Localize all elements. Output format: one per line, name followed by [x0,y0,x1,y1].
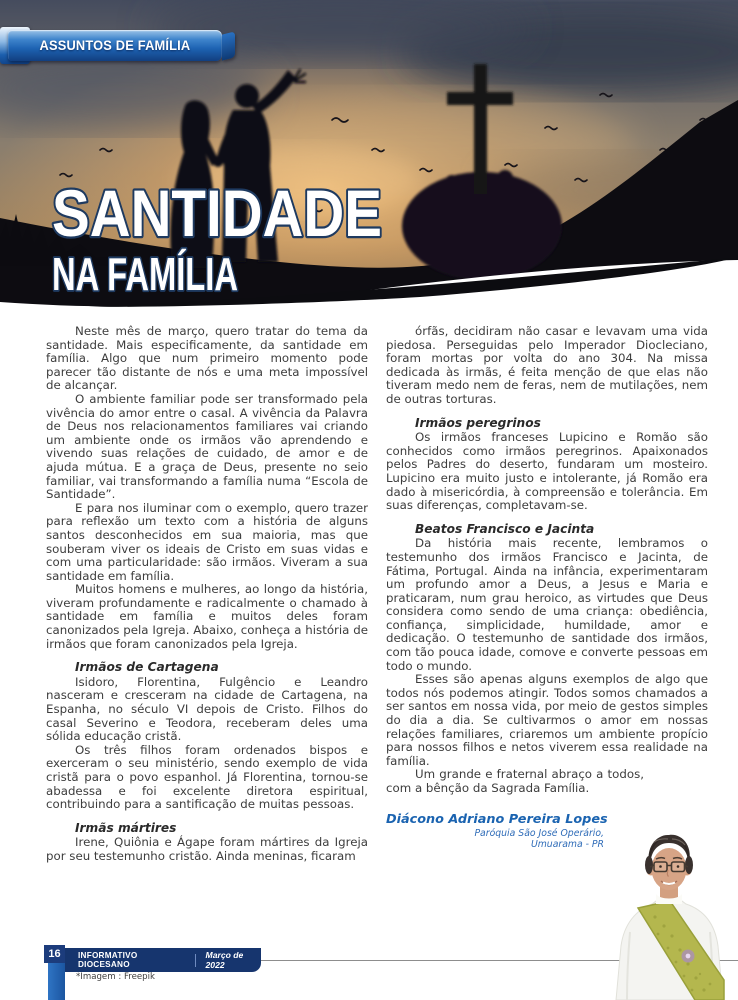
paragraph: O ambiente familiar pode ser transformado pela vivência do amor entre o casal. A vivência da Palavra de Deus nos relacionamentos familiares vai criando um ambiente onde os irmãos vão aprendendo e vivendo suas relações de cuidado, de amor e de ajuda mútua. E a graça de Deus, presente no seio familiar, vai transformando a família numa “Escola de Santidade”. [46,391,368,502]
paragraph: Neste mês de março, quero tratar do tema da santidade. Mais especificamente, da santidade em família. Algo que num primeiro momento pode parecer tão distante de nós e uma meta impossível de alcançar. [46,325,368,393]
footer-vertical-bar [48,960,65,1000]
section-label: ASSUNTOS DE FAMÍLIA [39,38,191,53]
paragraph: Da história mais recente, lembramos o testemunho dos irmãos Francisco e Jacinta, de Fátima, Portugal. Ainda na infância, experimentaram um profundo amor a Deus, a Jesus e Maria e praticaram, num grau heroico, as virtudes que Deus considera como sendo de uma criança: obediência, confiança, simplicidade, humildade, amor e dedicação. O testemunho de santidade dos irmãos, com tão pouca idade, comove e converte pessoas em todo o mundo. [386,536,708,673]
footer-date: Março de 2022 [205,950,244,970]
ribbon-fold [222,31,235,60]
paragraph: Muitos homens e mulheres, ao longo da história, viveram profundamente e radicalmente o chamado à santidade em família e muitos deles foram canonizados pela Igreja. Abaixo, conheça a história de irmãos que foram canonizados pela Igreja. [46,582,368,651]
left-column [46,325,368,947]
paragraph: Irene, Quiônia e Ágape foram mártires da Igreja por seu testemunho cristão. Ainda meninas, ficaram [46,835,368,863]
author-parish: Paróquia São José Operário, [474,827,604,839]
title-line-2: NA FAMÍLIA [52,248,238,300]
section-heading: Irmãos de Cartagena [75,660,219,675]
section-heading: Beatos Francisco e Jacinta [415,521,595,536]
signature-block [386,811,608,851]
deacon-photo [600,832,738,1000]
paragraph: órfãs, decidiram não casar e levavam uma vida piedosa. Perseguidas pelo Imperador Diocleciano, foram mortas por volta do ano 304. Na missa dedicada às irmãs, é feita menção de que elas não tiveram medo nem de feras, nem de mutilações, nem de outras torturas. [386,325,708,406]
title-line-1: SANTIDADE [52,176,382,250]
author-city: Umuarama - PR [530,839,604,851]
paragraph: Esses são apenas alguns exemplos de algo que todos nós podemos atingir. Todos somos chamados a ser santos em nossa vida, por meio de gestos simples do dia a dia. Se cultivarmos o amor em nossas relações familiares, criaremos um ambiente propício para nossos filhos e netos viverem essa realidade na família. [386,672,708,768]
footer-page-number: 16 [44,945,65,963]
paragraph: Os irmãos franceses Lupicino e Romão são conhecidos como irmãos peregrinos. Apaixonados pelos Padres do deserto, fundaram um mosteiro. Lupicino era muito justo e intolerante, já Romão era dado à misericórdia, à compreensão e tolerância. Em suas diferenças, completavam-se. [386,430,708,513]
paragraph: Isidoro, Florentina, Fulgêncio e Leandro nasceram e cresceram na cidade de Cartagena, na Espanha, no século VI depois de Cristo. Filhos do casal Severino e Teodora, receberam deles uma sólida educação cristã. [46,674,368,744]
author-name: Diácono Adriano Pereira Lopes [386,811,608,827]
footer-tab [65,948,261,972]
section-heading: Irmãos peregrinos [415,415,541,430]
image-credit: *Imagem : Freepik [76,972,155,982]
paragraph: Os três filhos foram ordenados bispos e exerceram o seu ministério, sendo exemplo de vida cristã para o povo espanhol. Já Florentina, tornou-se abadessa e foi excelente diretora espiritual, contribuindo para a santificação de muitas pessoas. [46,742,368,812]
footer-publication: INFORMATIVO DIOCESANO [78,951,138,969]
paragraph: E para nos iluminar com o exemplo, quero trazer para reflexão um texto com a história de alguns santos desconhecidos em sua maioria, mas que souberam viver os ideais de Cristo em suas vidas e com uma particularidade: são irmãos. Viveram a sua santidade em família. [46,500,368,583]
section-heading: Irmãs mártires [75,820,177,835]
hero-image [0,0,738,320]
page-title [50,172,490,304]
section-ribbon [0,30,228,61]
sash-emblem [682,950,695,963]
paragraph: Um grande e fraternal abraço a todos, com a bênção da Sagrada Família. [386,767,644,795]
